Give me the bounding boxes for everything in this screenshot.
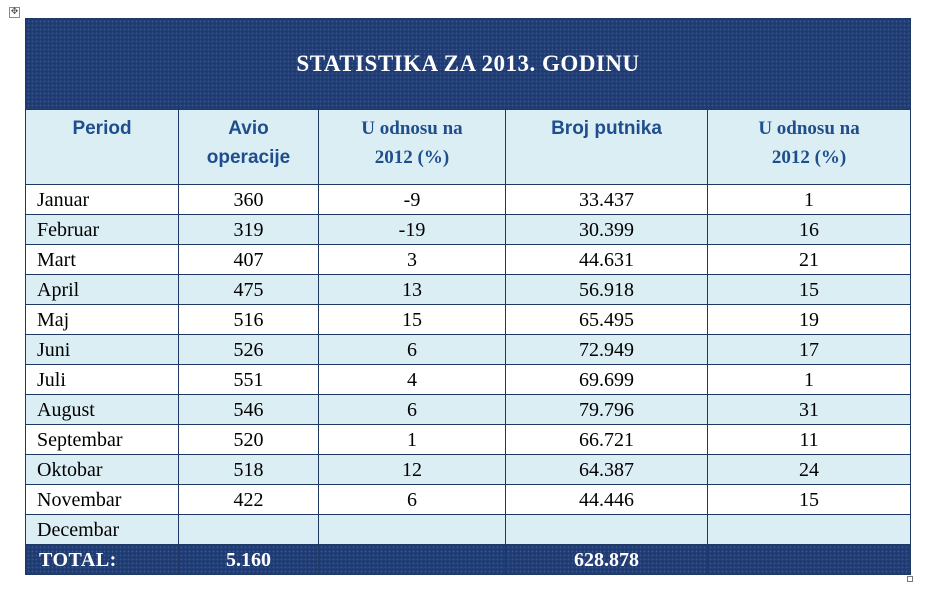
- table-resize-handle-icon[interactable]: [907, 576, 913, 582]
- cell-passengers: 79.796: [506, 395, 708, 425]
- cell-ops: 546: [179, 395, 319, 425]
- cell-passengers: 30.399: [506, 215, 708, 245]
- cell-ops: 422: [179, 485, 319, 515]
- cell-ops: 520: [179, 425, 319, 455]
- header-passengers-change: U odnosu na 2012 (%): [708, 110, 911, 185]
- cell-ops-pct: 4: [319, 365, 506, 395]
- table-title: STATISTIKA ZA 2013. GODINU: [26, 19, 911, 110]
- cell-ops-pct: -19: [319, 215, 506, 245]
- table-row: [26, 455, 911, 485]
- header-broj-putnika: Broj putnika: [506, 110, 708, 185]
- cell-ops-pct: 6: [319, 395, 506, 425]
- cell-pass-pct: 21: [708, 245, 911, 275]
- cell-passengers: [506, 515, 708, 545]
- table-row: [26, 365, 911, 395]
- table-move-handle-icon[interactable]: ✥: [10, 7, 19, 17]
- table-row: [26, 395, 911, 425]
- cell-ops-pct: 3: [319, 245, 506, 275]
- cell-period: April: [26, 275, 179, 305]
- total-ops: 5.160: [179, 545, 319, 575]
- cell-ops: 360: [179, 185, 319, 215]
- cell-period: Oktobar: [26, 455, 179, 485]
- cell-pass-pct: 15: [708, 275, 911, 305]
- cell-period: Novembar: [26, 485, 179, 515]
- cell-ops: 518: [179, 455, 319, 485]
- cell-ops-pct: 6: [319, 335, 506, 365]
- cell-ops-pct: [319, 515, 506, 545]
- cell-ops: 407: [179, 245, 319, 275]
- header-ops-change: U odnosu na 2012 (%): [319, 110, 506, 185]
- cell-ops: 526: [179, 335, 319, 365]
- cell-passengers: 44.631: [506, 245, 708, 275]
- total-label: TOTAL:: [26, 545, 179, 575]
- cell-pass-pct: 19: [708, 305, 911, 335]
- table-row: [26, 185, 911, 215]
- cell-passengers: 56.918: [506, 275, 708, 305]
- cell-period: Mart: [26, 245, 179, 275]
- cell-pass-pct: 1: [708, 365, 911, 395]
- cell-ops-pct: 15: [319, 305, 506, 335]
- table-row: [26, 425, 911, 455]
- table-row: [26, 245, 911, 275]
- header-avio-operacije: Avio operacije: [179, 110, 319, 185]
- cell-ops: 551: [179, 365, 319, 395]
- cell-pass-pct: 17: [708, 335, 911, 365]
- table-row: [26, 515, 911, 545]
- total-row: [26, 545, 911, 575]
- cell-passengers: 64.387: [506, 455, 708, 485]
- cell-period: Juli: [26, 365, 179, 395]
- cell-pass-pct: 15: [708, 485, 911, 515]
- cell-period: August: [26, 395, 179, 425]
- cell-passengers: 69.699: [506, 365, 708, 395]
- cell-ops: 516: [179, 305, 319, 335]
- cell-period: Decembar: [26, 515, 179, 545]
- cell-period: Januar: [26, 185, 179, 215]
- cell-pass-pct: 11: [708, 425, 911, 455]
- cell-ops: 475: [179, 275, 319, 305]
- table-row: [26, 275, 911, 305]
- cell-period: Septembar: [26, 425, 179, 455]
- cell-pass-pct: 1: [708, 185, 911, 215]
- cell-period: Juni: [26, 335, 179, 365]
- cell-ops-pct: -9: [319, 185, 506, 215]
- cell-pass-pct: 24: [708, 455, 911, 485]
- cell-ops: [179, 515, 319, 545]
- cell-period: Maj: [26, 305, 179, 335]
- table-row: [26, 335, 911, 365]
- table-row: [26, 485, 911, 515]
- cell-passengers: 72.949: [506, 335, 708, 365]
- cell-ops: 319: [179, 215, 319, 245]
- cell-period: Februar: [26, 215, 179, 245]
- statistics-table: [25, 18, 911, 575]
- cell-ops-pct: 12: [319, 455, 506, 485]
- header-row: [26, 110, 911, 185]
- cell-pass-pct: 31: [708, 395, 911, 425]
- cell-ops-pct: 6: [319, 485, 506, 515]
- cell-pass-pct: 16: [708, 215, 911, 245]
- header-period: Period: [26, 110, 179, 185]
- cell-ops-pct: 1: [319, 425, 506, 455]
- table-row: [26, 215, 911, 245]
- table-row: [26, 305, 911, 335]
- cell-passengers: 44.446: [506, 485, 708, 515]
- total-pass-pct: [708, 545, 911, 575]
- cell-ops-pct: 13: [319, 275, 506, 305]
- total-passengers: 628.878: [506, 545, 708, 575]
- total-ops-pct: [319, 545, 506, 575]
- cell-pass-pct: [708, 515, 911, 545]
- cell-passengers: 33.437: [506, 185, 708, 215]
- cell-passengers: 65.495: [506, 305, 708, 335]
- cell-passengers: 66.721: [506, 425, 708, 455]
